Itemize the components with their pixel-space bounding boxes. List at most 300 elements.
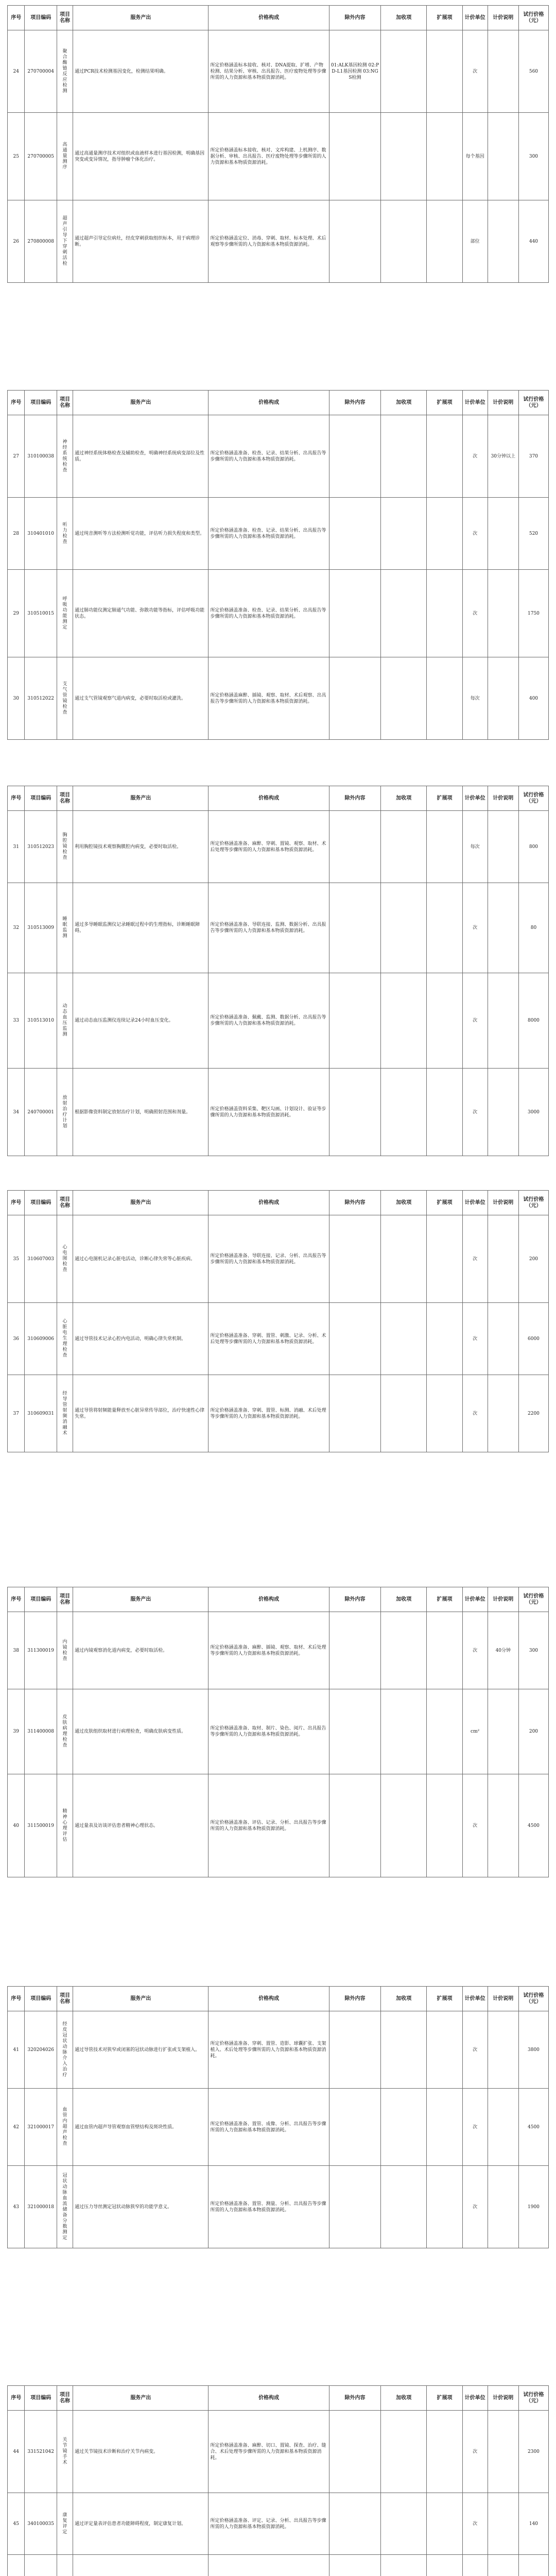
item-name: 内镜检查: [62, 1639, 67, 1662]
exclusion-cell: [329, 2166, 380, 2248]
name-cell: [57, 415, 73, 498]
addon-cell: [381, 1303, 427, 1375]
composition-cell: 所定价格涵盖准备、麻醉、切口、置镜、探查、治疗、缝合、术后处理等步骤所需的人力资源和基本物质资源消耗。: [208, 2411, 329, 2493]
extension-cell: [427, 30, 462, 113]
column-header: 项目名称: [57, 1191, 73, 1215]
extension-cell: [427, 883, 462, 973]
note-cell: 40分钟: [488, 1612, 518, 1689]
seq-cell: 32: [8, 883, 25, 973]
seq-cell: 30: [8, 657, 25, 740]
item-name: 精神心理评估: [62, 1808, 67, 1842]
column-header: 项目编码: [25, 1987, 57, 2011]
composition-cell: 所定价格涵盖准备、评估、记录、分析、出具报告等步骤所需的人力资源和基本物质资源消耗。: [208, 1774, 329, 1877]
column-header: 序号: [8, 391, 25, 415]
note-cell: [488, 883, 518, 973]
price-cell: 800: [518, 811, 548, 883]
column-header: 计价单位: [462, 786, 488, 811]
extension-cell: [427, 1689, 462, 1774]
column-header: 计价说明: [488, 1587, 518, 1612]
addon-cell: [381, 1612, 427, 1689]
column-header: 价格构成: [208, 6, 329, 30]
unit-cell: 次: [462, 1774, 488, 1877]
item-name: 动态血压监测: [62, 1004, 67, 1037]
exclusion-cell: [329, 2011, 380, 2089]
output-cell: 通过内镜观察消化道内病变，必要时取活检。: [73, 1612, 208, 1689]
note-cell: [488, 1375, 518, 1452]
column-header: 价格构成: [208, 2386, 329, 2411]
seq-cell: 24: [8, 30, 25, 113]
unit-cell: 次: [462, 1612, 488, 1689]
column-header: 试行价格（元）: [518, 1191, 548, 1215]
seq-cell: 44: [8, 2411, 25, 2493]
note-cell: [488, 2166, 518, 2248]
composition-cell: 所定价格涵盖准备、穿刺、置管、刺激、记录、分析、术后处理等步骤所需的人力资源和基本物质资源消耗。: [208, 1303, 329, 1375]
addon-cell: [381, 2089, 427, 2166]
column-header: 试行价格（元）: [518, 2386, 548, 2411]
price-cell: 8000: [518, 973, 548, 1069]
table-row: [8, 2493, 549, 2555]
table-row: [8, 1689, 549, 1774]
seq-cell: 33: [8, 973, 25, 1069]
name-cell: [57, 1612, 73, 1689]
column-header: 计价单位: [462, 1587, 488, 1612]
column-header: 除外内容: [329, 6, 380, 30]
note-cell: [488, 973, 518, 1069]
addon-cell: [381, 2411, 427, 2493]
item-name: 关节镜手术: [62, 2437, 67, 2465]
code-cell: 340100035: [25, 2493, 57, 2555]
table-page-1: [0, 5, 556, 283]
item-name: 心脏电生理检查: [62, 1319, 67, 1358]
column-header: 扩展项: [427, 2386, 462, 2411]
seq-cell: 39: [8, 1689, 25, 1774]
addon-cell: [381, 1215, 427, 1303]
column-header: 项目名称: [57, 6, 73, 30]
output-cell: 通过高通量测序技术对组织或血液样本进行基因检测，明确基因突变或变异情况，指导肿瘤个体化治疗。: [73, 113, 208, 200]
item-name: 心电图检查: [62, 1245, 67, 1273]
unit-cell: 次: [462, 2089, 488, 2166]
output-cell: 通过导管技术对狭窄或闭塞的冠状动脉进行扩张或支架植入。: [73, 2011, 208, 2089]
name-cell: [57, 973, 73, 1069]
unit-cell: 次: [462, 2166, 488, 2248]
output-cell: 通过PCR技术检测基因变化，检测结果明确。: [73, 30, 208, 113]
table-row: [8, 113, 549, 200]
unit-cell: 次: [462, 1375, 488, 1452]
composition-cell: [208, 2555, 329, 2576]
output-cell: 通过肺功能仪测定肺通气功能、弥散功能等指标，评估呼吸功能状态。: [73, 570, 208, 657]
item-name: 神经系统检查: [62, 439, 67, 473]
note-cell: [488, 2411, 518, 2493]
code-cell: 310512023: [25, 811, 57, 883]
price-cell: 370: [518, 415, 548, 498]
table-row: [8, 200, 549, 283]
column-header: 序号: [8, 2386, 25, 2411]
note-cell: [488, 1689, 518, 1774]
extension-cell: [427, 200, 462, 283]
table-row: [8, 1303, 549, 1375]
table-row: [8, 2555, 549, 2576]
addon-cell: [381, 2166, 427, 2248]
column-header: 服务产出: [73, 1587, 208, 1612]
note-cell: [488, 1303, 518, 1375]
output-cell: 利用胸腔镜技术观察胸膜腔内病变，必要时取活检。: [73, 811, 208, 883]
composition-cell: 所定价格涵盖准备、置管、成像、分析、出具报告等步骤所需的人力资源和基本物质资源消耗。: [208, 2089, 329, 2166]
output-cell: 根据影像资料制定放射治疗计划，明确照射范围和剂量。: [73, 1069, 208, 1156]
code-cell: 270800008: [25, 200, 57, 283]
price-cell: 560: [518, 30, 548, 113]
exclusion-cell: [329, 1689, 380, 1774]
column-header: 项目编码: [25, 391, 57, 415]
column-header: 服务产出: [73, 6, 208, 30]
column-header: 项目名称: [57, 1987, 73, 2011]
price-cell: 1900: [518, 2166, 548, 2248]
table-row: [8, 498, 549, 570]
fee-table: [7, 5, 549, 283]
name-cell: [57, 1774, 73, 1877]
price-cell: 300: [518, 113, 548, 200]
extension-cell: [427, 1612, 462, 1689]
extension-cell: [427, 1303, 462, 1375]
addon-cell: [381, 1069, 427, 1156]
note-cell: [488, 2089, 518, 2166]
column-header: 扩展项: [427, 6, 462, 30]
price-cell: 520: [518, 498, 548, 570]
table-page-5: [0, 1587, 556, 1877]
code-cell: 321000017: [25, 2089, 57, 2166]
fee-table: [7, 1190, 549, 1452]
seq-cell: 28: [8, 498, 25, 570]
exclusion-cell: [329, 2411, 380, 2493]
item-name: 呼吸功能测定: [62, 596, 67, 630]
name-cell: [57, 1375, 73, 1452]
unit-cell: 部位: [462, 200, 488, 283]
fee-table: [7, 390, 549, 740]
seq-cell: 40: [8, 1774, 25, 1877]
addon-cell: [381, 30, 427, 113]
header-row: [8, 1987, 549, 2011]
name-cell: [57, 1215, 73, 1303]
seq-cell: [8, 2555, 25, 2576]
note-cell: [488, 498, 518, 570]
extension-cell: [427, 570, 462, 657]
column-header: 计价单位: [462, 391, 488, 415]
output-cell: 通过皮肤组织取材进行病理检查，明确皮肤病变性质。: [73, 1689, 208, 1774]
composition-cell: 所定价格涵盖准备、置管、测量、分析、出具报告等步骤所需的人力资源和基本物质资源消耗。: [208, 2166, 329, 2248]
code-cell: 310512022: [25, 657, 57, 740]
column-header: 加收项: [381, 391, 427, 415]
price-cell: 2300: [518, 2411, 548, 2493]
unit-cell: 次: [462, 2493, 488, 2555]
seq-cell: 35: [8, 1215, 25, 1303]
output-cell: 通过心电图机记录心脏电活动，诊断心律失常等心脏疾病。: [73, 1215, 208, 1303]
seq-cell: 36: [8, 1303, 25, 1375]
seq-cell: 37: [8, 1375, 25, 1452]
exclusion-cell: [329, 1215, 380, 1303]
exclusion-cell: [329, 415, 380, 498]
column-header: 计价单位: [462, 1987, 488, 2011]
header-row: [8, 1587, 549, 1612]
column-header: 试行价格（元）: [518, 1587, 548, 1612]
table-row: [8, 1612, 549, 1689]
code-cell: 310513009: [25, 883, 57, 973]
extension-cell: [427, 1069, 462, 1156]
name-cell: [57, 2089, 73, 2166]
table-page-3: [0, 786, 556, 1156]
name-cell: [57, 1069, 73, 1156]
code-cell: 310100038: [25, 415, 57, 498]
price-cell: 4500: [518, 1774, 548, 1877]
unit-cell: 次: [462, 1303, 488, 1375]
table-row: [8, 883, 549, 973]
code-cell: 320204026: [25, 2011, 57, 2089]
composition-cell: 所定价格涵盖标本接收、核对、文库构建、上机测序、数据分析、审核、出具报告、医疗废物处理等步骤所需的人力资源和基本物质资源消耗。: [208, 113, 329, 200]
column-header: 加收项: [381, 786, 427, 811]
price-cell: [518, 2555, 548, 2576]
seq-cell: 38: [8, 1612, 25, 1689]
fee-table: [7, 1587, 549, 1877]
output-cell: 通过量表及访谈评估患者精神心理状态。: [73, 1774, 208, 1877]
seq-cell: 45: [8, 2493, 25, 2555]
extension-cell: [427, 2089, 462, 2166]
extension-cell: [427, 1215, 462, 1303]
exclusion-cell: [329, 2089, 380, 2166]
column-header: 序号: [8, 1587, 25, 1612]
table-row: [8, 2011, 549, 2089]
extension-cell: [427, 1375, 462, 1452]
unit-cell: 次: [462, 883, 488, 973]
item-name: 支气管镜检查: [62, 681, 67, 715]
extension-cell: [427, 415, 462, 498]
price-cell: 6000: [518, 1303, 548, 1375]
table-row: [8, 657, 549, 740]
output-cell: 通过多导睡眠监测仪记录睡眠过程中的生理指标，诊断睡眠障碍。: [73, 883, 208, 973]
name-cell: [57, 2011, 73, 2089]
column-header: 项目名称: [57, 786, 73, 811]
name-cell: [57, 200, 73, 283]
note-cell: [488, 1774, 518, 1877]
column-header: 除外内容: [329, 1191, 380, 1215]
composition-cell: 所定价格涵盖准备、导联连接、监测、数据分析、出具报告等步骤所需的人力资源和基本物质资源消耗。: [208, 883, 329, 973]
column-header: 除外内容: [329, 1987, 380, 2011]
exclusion-cell: [329, 973, 380, 1069]
addon-cell: [381, 2493, 427, 2555]
name-cell: [57, 1689, 73, 1774]
output-cell: 通过导管技术记录心腔内电活动，明确心律失常机制。: [73, 1303, 208, 1375]
code-cell: 311400008: [25, 1689, 57, 1774]
code-cell: 270700005: [25, 113, 57, 200]
addon-cell: [381, 657, 427, 740]
seq-cell: 43: [8, 2166, 25, 2248]
name-cell: [57, 113, 73, 200]
table-page-2: [0, 390, 556, 740]
composition-cell: 所定价格涵盖准备、穿刺、置管、造影、球囊扩张、支架植入、术后处理等步骤所需的人力资源和基本物质资源消耗。: [208, 2011, 329, 2089]
unit-cell: 每次: [462, 811, 488, 883]
fee-table: [7, 786, 549, 1156]
composition-cell: 所定价格涵盖资料采集、靶区勾画、计划设计、验证等步骤所需的人力资源和基本物质资源消耗。: [208, 1069, 329, 1156]
column-header: 序号: [8, 786, 25, 811]
composition-cell: 所定价格涵盖准备、取材、制片、染色、阅片、出具报告等步骤所需的人力资源和基本物质资源消耗。: [208, 1689, 329, 1774]
unit-cell: 次: [462, 973, 488, 1069]
extension-cell: [427, 811, 462, 883]
output-cell: [73, 2555, 208, 2576]
column-header: 除外内容: [329, 1587, 380, 1612]
extension-cell: [427, 2493, 462, 2555]
code-cell: 310607003: [25, 1215, 57, 1303]
price-cell: 80: [518, 883, 548, 973]
addon-cell: [381, 415, 427, 498]
column-header: 计价说明: [488, 391, 518, 415]
column-header: 加收项: [381, 6, 427, 30]
item-name: 放射治疗计划: [62, 1095, 67, 1129]
table-row: [8, 2166, 549, 2248]
table-row: [8, 415, 549, 498]
composition-cell: 所定价格涵盖准备、穿刺、置管、标测、消融、术后处理等步骤所需的人力资源和基本物质资源消耗。: [208, 1375, 329, 1452]
item-name: 经皮冠状动脉介入治疗: [62, 2021, 67, 2078]
output-cell: 通过血管内超声导管观察血管壁结构及斑块性质。: [73, 2089, 208, 2166]
name-cell: [57, 498, 73, 570]
code-cell: 331521042: [25, 2411, 57, 2493]
name-cell: [57, 30, 73, 113]
column-header: 计价说明: [488, 1987, 518, 2011]
table-row: [8, 2089, 549, 2166]
table-row: [8, 570, 549, 657]
name-cell: [57, 811, 73, 883]
unit-cell: 次: [462, 1215, 488, 1303]
column-header: 项目编码: [25, 6, 57, 30]
exclusion-cell: [329, 657, 380, 740]
code-cell: 310513010: [25, 973, 57, 1069]
extension-cell: [427, 2555, 462, 2576]
column-header: 计价单位: [462, 2386, 488, 2411]
column-header: 项目编码: [25, 2386, 57, 2411]
unit-cell: 次: [462, 2011, 488, 2089]
name-cell: [57, 2493, 73, 2555]
exclusion-cell: [329, 1612, 380, 1689]
extension-cell: [427, 2011, 462, 2089]
composition-cell: 所定价格涵盖准备、检查、记录、结果分析、出具报告等步骤所需的人力资源和基本物质资源消耗。: [208, 415, 329, 498]
item-name: 听力检查: [62, 522, 67, 545]
table-row: [8, 30, 549, 113]
column-header: 价格构成: [208, 786, 329, 811]
code-cell: 310609006: [25, 1303, 57, 1375]
unit-cell: 次: [462, 570, 488, 657]
output-cell: 通过导管将射频能量释放至心脏异常传导部位，治疗快速性心律失常。: [73, 1375, 208, 1452]
column-header: 序号: [8, 1987, 25, 2011]
column-header: 项目编码: [25, 1191, 57, 1215]
unit-cell: 次: [462, 1069, 488, 1156]
composition-cell: 所定价格涵盖准备、检查、记录、结果分析、出具报告等步骤所需的人力资源和基本物质资源消耗。: [208, 498, 329, 570]
column-header: 试行价格（元）: [518, 1987, 548, 2011]
code-cell: [25, 2555, 57, 2576]
composition-cell: 所定价格涵盖标本接收、核对、DNA提取、扩增、产物检测、结果分析、审核、出具报告、医疗废物处理等步骤所需的人力资源和基本物质资源消耗。: [208, 30, 329, 113]
column-header: 价格构成: [208, 1587, 329, 1612]
extension-cell: [427, 113, 462, 200]
price-cell: 300: [518, 1612, 548, 1689]
item-name: 睡眠监测: [62, 917, 67, 939]
item-name: 经导管射频消融术: [62, 1391, 67, 1436]
item-name: 高通量测序: [62, 142, 67, 170]
composition-cell: 所定价格涵盖准备、麻醉、插镜、观察、取材、术后处理等步骤所需的人力资源和基本物质资源消耗。: [208, 1612, 329, 1689]
table-row: [8, 1215, 549, 1303]
header-row: [8, 2386, 549, 2411]
output-cell: 通过超声引导定位病灶，经皮穿刺获取组织标本，用于病理诊断。: [73, 200, 208, 283]
column-header: 项目编码: [25, 1587, 57, 1612]
unit-cell: 次: [462, 498, 488, 570]
item-name: 血管内超声检查: [62, 2107, 67, 2146]
column-header: 计价说明: [488, 1191, 518, 1215]
note-cell: [488, 2493, 518, 2555]
composition-cell: 所定价格涵盖准备、麻醉、穿刺、置镜、观察、取材、术后处理等步骤所需的人力资源和基本物质资源消耗。: [208, 811, 329, 883]
note-cell: [488, 657, 518, 740]
code-cell: 310510015: [25, 570, 57, 657]
column-header: 项目名称: [57, 2386, 73, 2411]
price-cell: 140: [518, 2493, 548, 2555]
column-header: 加收项: [381, 1987, 427, 2011]
exclusion-cell: [329, 1069, 380, 1156]
composition-cell: 所定价格涵盖麻醉、插镜、观察、取材、术后观察、出具报告等步骤所需的人力资源和基本物质资源消耗。: [208, 657, 329, 740]
note-cell: [488, 811, 518, 883]
column-header: 除外内容: [329, 2386, 380, 2411]
column-header: 项目名称: [57, 391, 73, 415]
table-row: [8, 1774, 549, 1877]
column-header: 项目编码: [25, 786, 57, 811]
header-row: [8, 391, 549, 415]
note-cell: [488, 113, 518, 200]
column-header: 价格构成: [208, 391, 329, 415]
table-row: [8, 973, 549, 1069]
composition-cell: 所定价格涵盖准备、评定、记录、分析、出具报告等步骤所需的人力资源和基本物质资源消耗。: [208, 2493, 329, 2555]
addon-cell: [381, 570, 427, 657]
exclusion-cell: [329, 811, 380, 883]
note-cell: [488, 200, 518, 283]
output-cell: 通过评定量表评估患者功能障碍程度，制定康复计划。: [73, 2493, 208, 2555]
column-header: 扩展项: [427, 1191, 462, 1215]
price-cell: 3000: [518, 1069, 548, 1156]
addon-cell: [381, 811, 427, 883]
addon-cell: [381, 883, 427, 973]
code-cell: 311300019: [25, 1612, 57, 1689]
column-header: 扩展项: [427, 786, 462, 811]
column-header: 试行价格（元）: [518, 6, 548, 30]
seq-cell: 31: [8, 811, 25, 883]
price-cell: 2200: [518, 1375, 548, 1452]
column-header: 价格构成: [208, 1191, 329, 1215]
unit-cell: 每个基因: [462, 113, 488, 200]
item-name: 皮肤病理检查: [62, 1715, 67, 1748]
price-cell: 1750: [518, 570, 548, 657]
output-cell: 通过纯音测听等方法检测听觉功能，评估听力损失程度和类型。: [73, 498, 208, 570]
column-header: 服务产出: [73, 1191, 208, 1215]
output-cell: 通过压力导丝测定冠状动脉狭窄的功能学意义。: [73, 2166, 208, 2248]
exclusion-cell: [329, 2555, 380, 2576]
exclusion-cell: [329, 570, 380, 657]
column-header: 计价单位: [462, 6, 488, 30]
code-cell: 310609031: [25, 1375, 57, 1452]
table-row: [8, 1069, 549, 1156]
seq-cell: 26: [8, 200, 25, 283]
addon-cell: [381, 1774, 427, 1877]
extension-cell: [427, 498, 462, 570]
note-cell: [488, 1215, 518, 1303]
exclusion-cell: [329, 498, 380, 570]
price-cell: 400: [518, 657, 548, 740]
note-cell: [488, 570, 518, 657]
output-cell: 通过关节镜技术诊断和治疗关节内病变。: [73, 2411, 208, 2493]
name-cell: [57, 2411, 73, 2493]
unit-cell: cm²: [462, 1689, 488, 1774]
exclusion-cell: [329, 883, 380, 973]
price-cell: 200: [518, 1215, 548, 1303]
